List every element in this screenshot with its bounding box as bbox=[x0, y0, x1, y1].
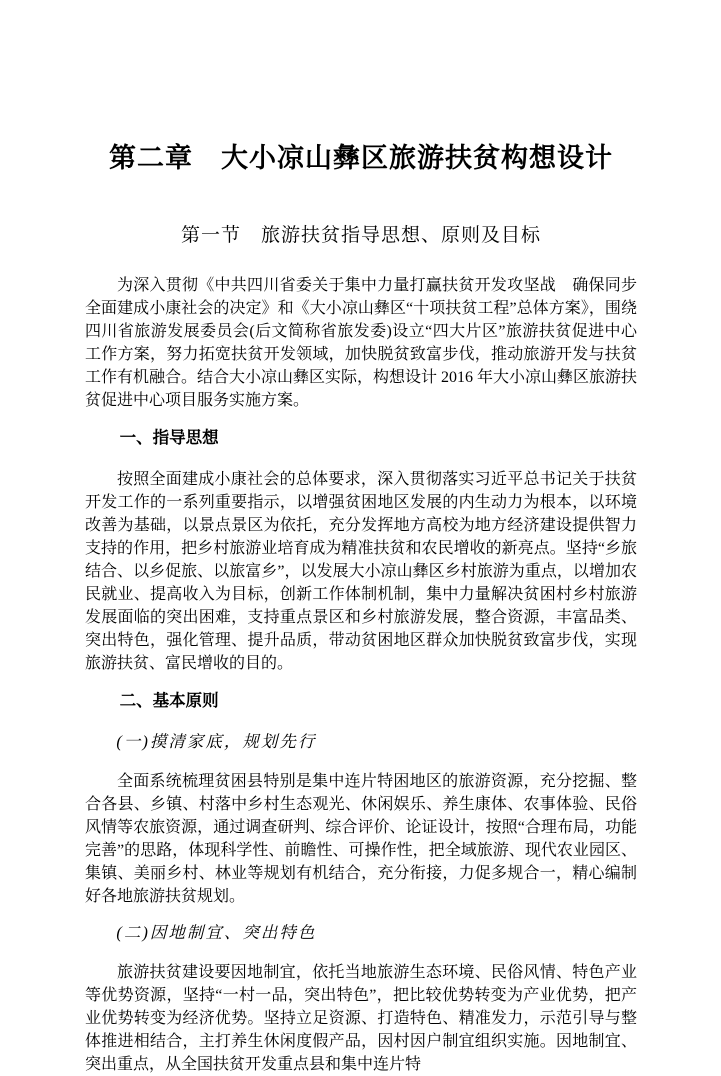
heading-basic-principles: 二、基本原则 bbox=[119, 692, 219, 710]
survey-planning-paragraph: 全面系统梳理贫困县特别是集中连片特困地区的旅游资源，充分挖掘、整合各县、乡镇、村落中乡村生态观光、休闲娱乐、养生康体、农事体验、民俗风情等农旅资源，通过调查研判、综合评价、论证设计，按照“合理布局，功能完善”的思路，体现科学性、前瞻性、可操作性，把全域旅游、现代农业园区、集镇、美丽乡村、林业等规划有机结合，充分衔接，力促多规合一，精心编制好各地旅游扶贫规划。 bbox=[85, 773, 637, 905]
heading-guiding-ideology: 一、指导思想 bbox=[119, 429, 219, 447]
subheading-survey-planning: (一)摸清家底，规划先行 bbox=[116, 732, 317, 751]
section-title: 第一节 旅游扶贫指导思想、原则及目标 bbox=[180, 225, 541, 246]
subheading-local-conditions: (二)因地制宜、突出特色 bbox=[116, 923, 317, 942]
chapter-title: 第二章 大小凉山彝区旅游扶贫构想设计 bbox=[109, 143, 613, 173]
local-conditions-paragraph: 旅游扶贫建设要因地制宜，依托当地旅游生态环境、民俗风情、特色产业等优势资源，坚持“一村一品，突出特色”，把比较优势转变为产业优势，把产业优势转变为经济优势。坚持立足资源、打造特色、精准发力，示范引导与整体推进相结合，主打养生休闲度假产品，因村因户制宜组织实施。因地制宜、突出重点，从全国扶贫开发重点县和集中连片特 bbox=[85, 964, 637, 1073]
intro-paragraph: 为深入贯彻《中共四川省委关于集中力量打赢扶贫开发攻坚战 确保同步全面建成小康社会的决定》和《大小凉山彝区“十项扶贫工程”总体方案》，围绕四川省旅游发展委员会(后文简称省旅发委)设立“四大片区”旅游扶贫促进中心工作方案，努力拓宽扶贫开发领域，加快脱贫致富步伐，推动旅游开发与扶贫工作有机融合。结合大小凉山彝区实际，构想设计 2016 年大小凉山彝区旅游扶贫促进中心项目服务实施方案。 bbox=[85, 277, 638, 409]
guiding-ideology-paragraph: 按照全面建成小康社会的总体要求，深入贯彻落实习近平总书记关于扶贫开发工作的一系列重要指示，以增强贫困地区发展的内生动力为根本，以环境改善为基础，以景点景区为依托，充分发挥地方高校为地方经济建设提供智力支持的作用，把乡村旅游业培育成为精准扶贫和农民增收的新亮点。坚持“乡旅结合、以乡促旅、以旅富乡”，以发展大小凉山彝区乡村旅游为重点，以增加农民就业、提高收入为目标，创新工作体制机制，集中力量解决贫困村乡村旅游发展面临的突出困难，支持重点景区和乡村旅游发展，整合资源，丰富品类、突出特色，强化管理、提升品质，带动贫困地区群众加快脱贫致富步伐，实现旅游扶贫、富民增收的目的。 bbox=[85, 471, 637, 672]
